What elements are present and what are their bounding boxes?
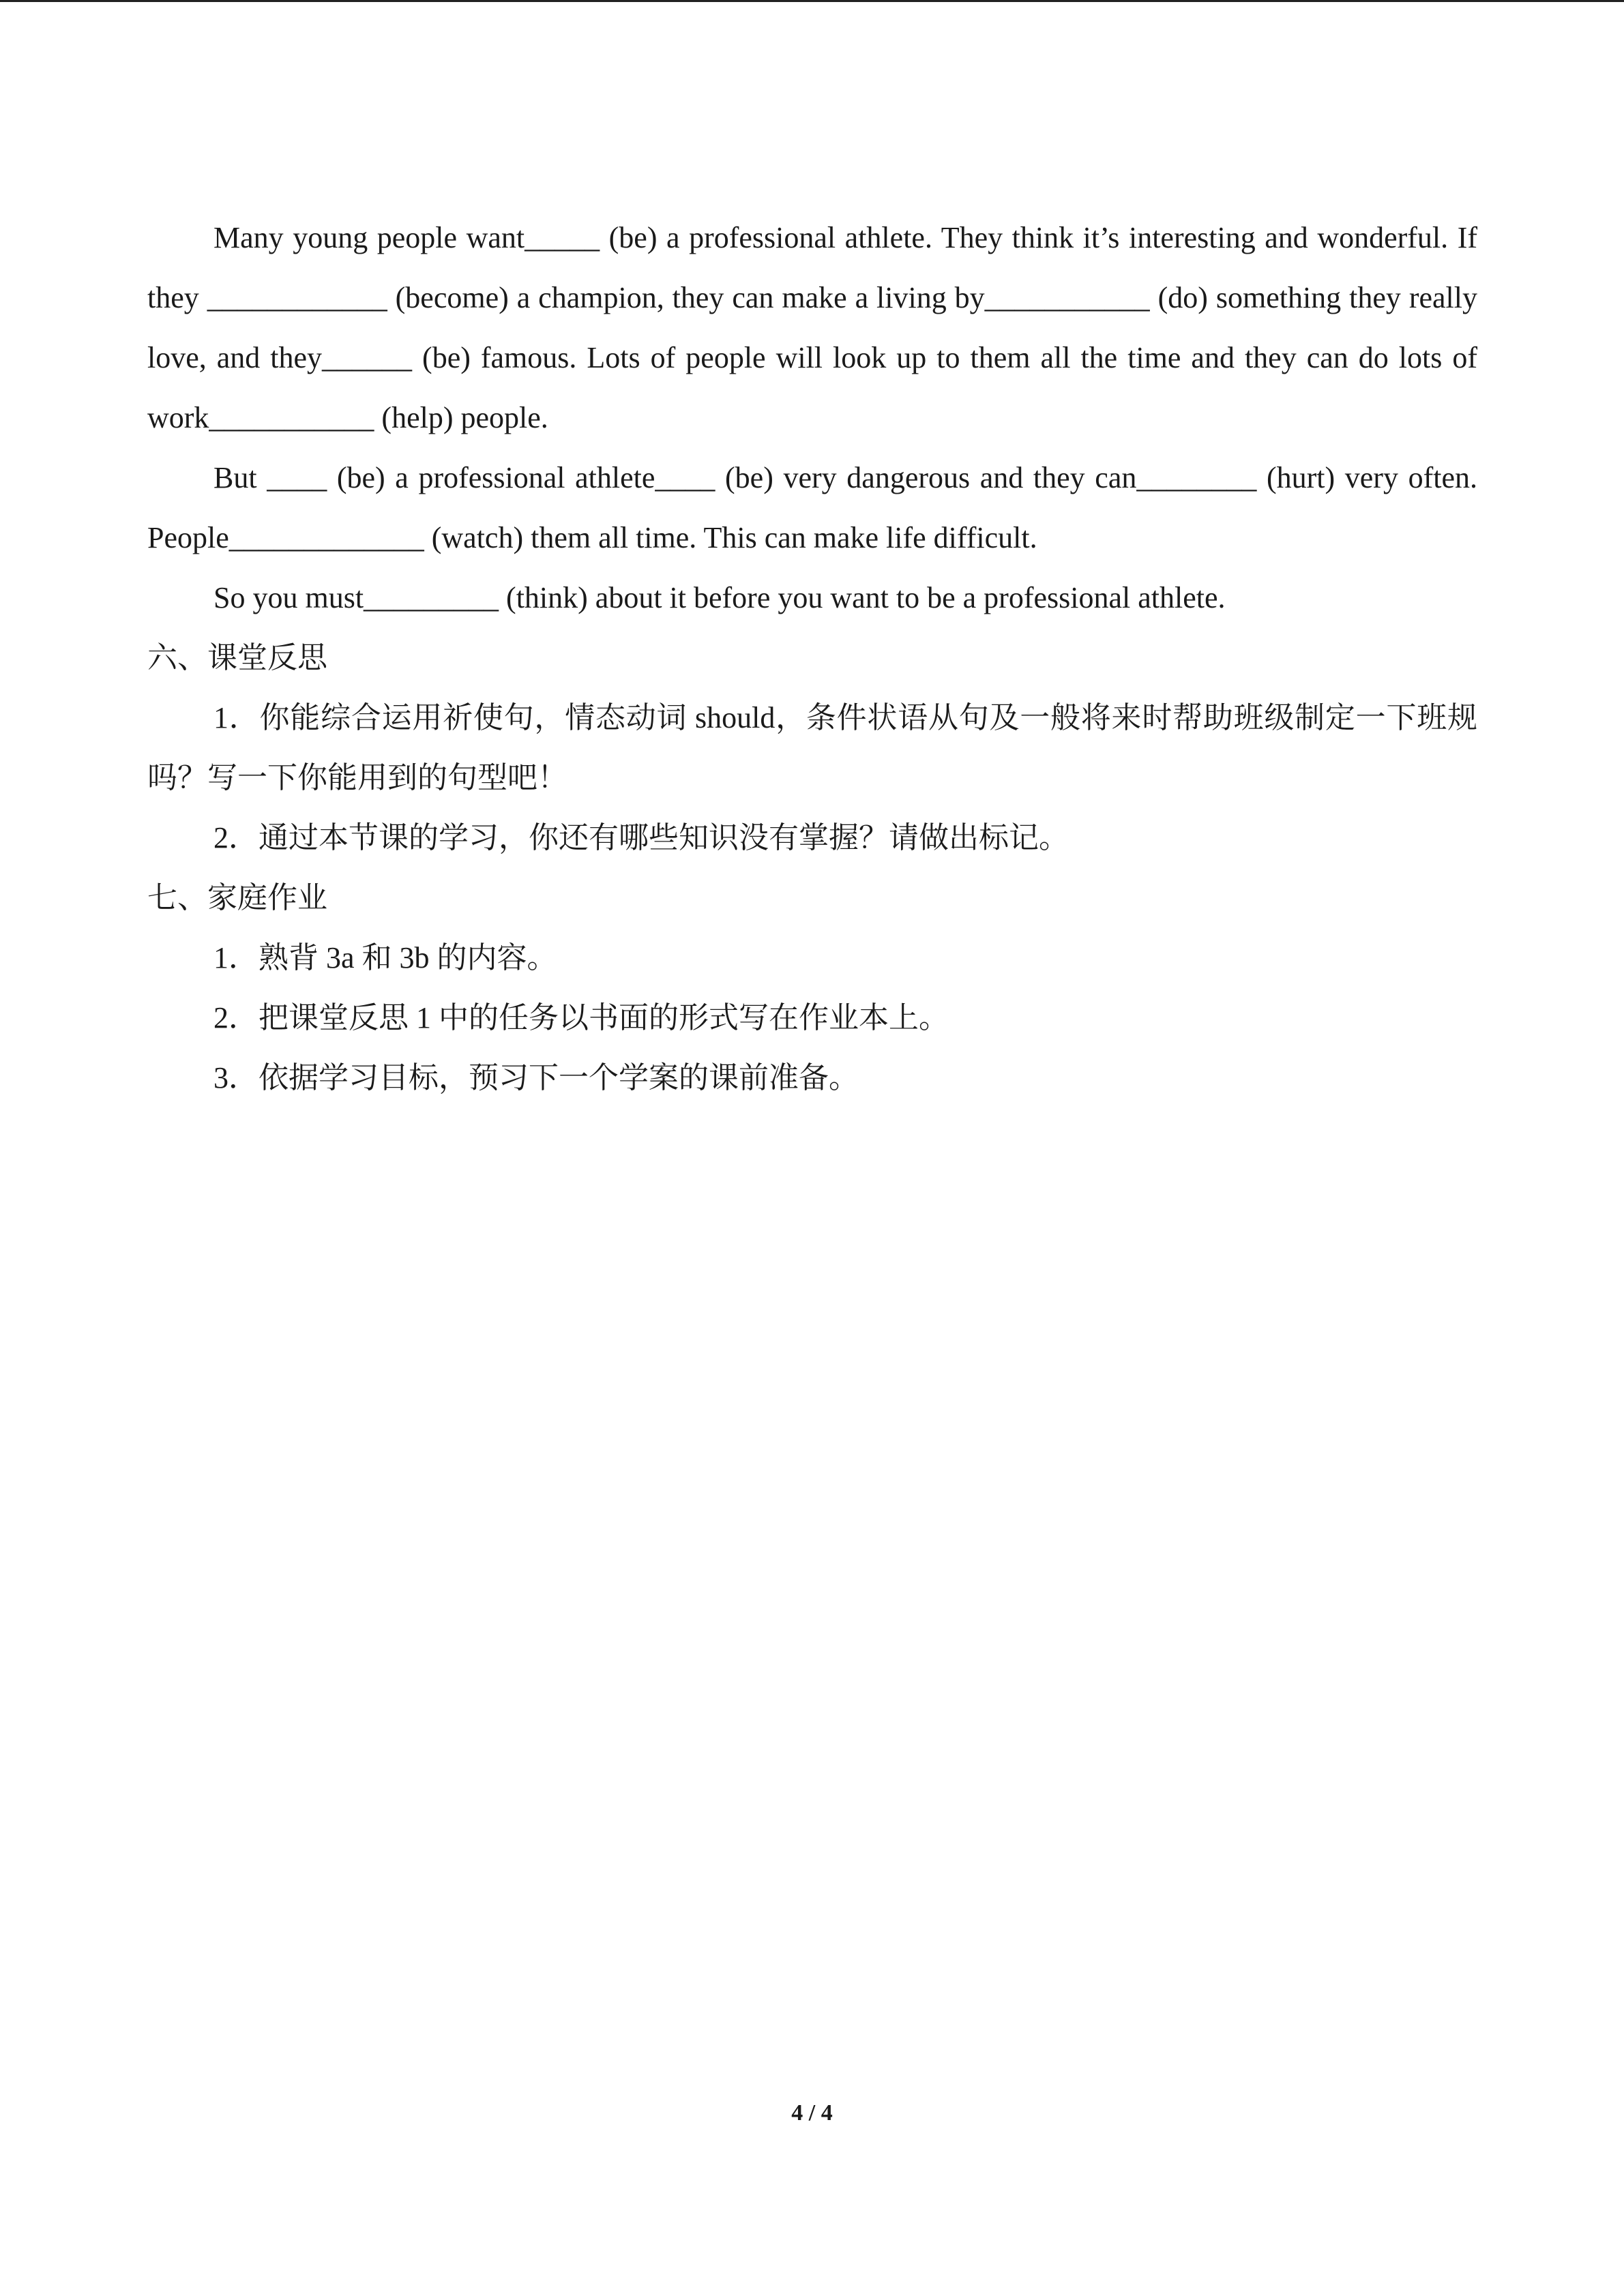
homework-item-1: 1．熟背 3a 和 3b 的内容。 <box>213 941 557 974</box>
passage-paragraph-1: Many young people want_____ (be) a professional athlete. They think it’s interesting and wonderful. If they ____________ (become) a champion, they can make a living by___________ (do) something they really love, and they______ (be) famous. Lots of people will look up to them all the time and they can do lots of work___________ (help) people. <box>147 221 1477 434</box>
page-number: 4 / 4 <box>791 2100 833 2126</box>
passage-paragraph-3: So you must_________ (think) about it before you want to be a professional athlete. <box>213 581 1226 614</box>
reflection-item-2: 2．通过本节课的学习，你还有哪些知识没有掌握？请做出标记。 <box>213 821 1069 854</box>
document-body <box>147 208 1477 1108</box>
reflection-heading: 六、课堂反思 <box>147 641 327 674</box>
homework-item-3: 3．依据学习目标，预习下一个学案的课前准备。 <box>213 1061 859 1094</box>
homework-heading: 七、家庭作业 <box>147 881 327 914</box>
top-border-line <box>0 0 1624 2</box>
homework-item-2: 2．把课堂反思 1 中的任务以书面的形式写在作业本上。 <box>213 1001 949 1034</box>
reflection-item-1: 1．你能综合运用祈使句，情态动词 should，条件状语从句及一般将来时帮助班级制定一下班规吗？写一下你能用到的句型吧！ <box>147 701 1477 794</box>
passage-paragraph-2: But ____ (be) a professional athlete____ (be) very dangerous and they can________ (hurt) very often. People_____________ (watch) them all time. This can make life difficult. <box>147 461 1477 554</box>
